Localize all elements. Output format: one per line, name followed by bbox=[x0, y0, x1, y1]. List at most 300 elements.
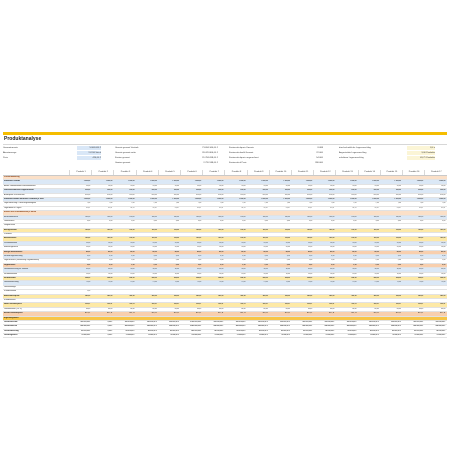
table-cell[interactable] bbox=[180, 299, 202, 302]
table-cell[interactable]: 5,50 bbox=[353, 263, 357, 266]
table-cell[interactable]: 343,50 bbox=[307, 294, 313, 297]
table-cell[interactable] bbox=[136, 224, 158, 227]
table-cell[interactable]: 268.500,00 € bbox=[146, 325, 157, 328]
table-cell[interactable]: 10,00 bbox=[352, 272, 357, 275]
table-cell[interactable]: 51,97 bbox=[441, 206, 446, 209]
table-cell[interactable]: 30,00 bbox=[130, 268, 135, 271]
table-cell[interactable]: 7,00 bbox=[308, 202, 313, 205]
table-cell[interactable]: 350,51 bbox=[129, 303, 135, 306]
table-cell[interactable] bbox=[380, 224, 402, 227]
table-cell[interactable]: 20,00 bbox=[152, 184, 157, 187]
table-cell[interactable] bbox=[247, 299, 269, 302]
table-cell[interactable]: 1.000,00 bbox=[327, 180, 335, 183]
table-cell[interactable]: 183,00 bbox=[218, 237, 224, 240]
table-cell[interactable]: 75.000,00 € bbox=[392, 334, 401, 337]
table-cell[interactable]: 82.010,00 € bbox=[125, 329, 135, 332]
table-cell[interactable] bbox=[202, 286, 224, 289]
table-cell[interactable]: 180,00 bbox=[107, 215, 113, 218]
summary-value-cell[interactable]: 8,4 x bbox=[407, 146, 435, 150]
table-cell[interactable] bbox=[158, 290, 180, 293]
table-cell[interactable]: 250,00 bbox=[262, 189, 268, 192]
table-cell[interactable]: 183,00 bbox=[284, 228, 290, 231]
table-cell[interactable]: 3,00 bbox=[86, 219, 91, 222]
table-cell[interactable]: 20,00 bbox=[219, 184, 224, 187]
table-cell[interactable]: 180,00 bbox=[173, 215, 179, 218]
table-cell[interactable] bbox=[291, 290, 313, 293]
table-cell[interactable]: 20,00 bbox=[396, 184, 401, 187]
table-cell[interactable]: 183,00 bbox=[284, 237, 290, 240]
table-cell[interactable]: 3,00 bbox=[442, 219, 446, 222]
table-cell[interactable]: 1.000,00 bbox=[416, 180, 424, 183]
table-cell[interactable]: 30,00 bbox=[396, 268, 401, 271]
table-cell[interactable]: 5,50 bbox=[197, 263, 202, 266]
summary-value-cell[interactable]: 49,71 Produkte bbox=[407, 156, 435, 160]
table-cell[interactable]: 40,00 bbox=[396, 250, 401, 253]
table-cell[interactable]: 0,00 € bbox=[107, 320, 113, 323]
table-cell[interactable]: 75.000,00 € bbox=[147, 334, 157, 337]
table-cell[interactable]: 183,00 bbox=[440, 237, 446, 240]
table-cell[interactable]: 40,00 bbox=[307, 250, 313, 253]
table-cell[interactable]: 40,00 bbox=[330, 250, 335, 253]
table-cell[interactable]: 350,51 bbox=[240, 303, 246, 306]
table-cell[interactable]: 417,11 bbox=[440, 312, 446, 315]
table-cell[interactable]: 2,00 bbox=[86, 259, 91, 262]
column-header[interactable]: Produkt 16 bbox=[402, 170, 425, 175]
table-cell[interactable]: 268,50 bbox=[262, 276, 268, 279]
table-cell[interactable]: 1.000,00 bbox=[83, 197, 91, 200]
table-cell[interactable]: 1.000,00 bbox=[128, 180, 135, 183]
table-cell[interactable]: 66,60 bbox=[307, 307, 313, 310]
table-cell[interactable]: 420,00 bbox=[307, 193, 313, 196]
table-cell[interactable]: 20,00 bbox=[285, 241, 290, 244]
table-cell[interactable]: 20,00 bbox=[396, 246, 401, 249]
table-cell[interactable]: 20,00 bbox=[219, 241, 224, 244]
table-cell[interactable]: 1.000,00 bbox=[194, 197, 202, 200]
table-cell[interactable]: 183,00 bbox=[240, 228, 246, 231]
table-cell[interactable]: 7,00 bbox=[286, 202, 290, 205]
table-cell[interactable]: 183,00 bbox=[351, 237, 357, 240]
summary-value-cell[interactable]: 420,00 € bbox=[77, 156, 101, 160]
table-cell[interactable]: 183,00 bbox=[173, 228, 179, 231]
table-cell[interactable]: 75,00 bbox=[441, 281, 446, 284]
table-cell[interactable]: 180,00 bbox=[284, 215, 290, 218]
table-cell[interactable]: 250,00 bbox=[418, 189, 424, 192]
table-cell[interactable]: 66,60 bbox=[130, 307, 135, 310]
table-cell[interactable]: 350.510,00 € bbox=[368, 320, 379, 323]
table-cell[interactable]: 1.000,00 bbox=[305, 197, 313, 200]
table-cell[interactable]: 417,11 bbox=[218, 312, 224, 315]
table-cell[interactable]: 268.500,00 € bbox=[368, 325, 379, 328]
table-cell[interactable] bbox=[136, 290, 158, 293]
table-cell[interactable] bbox=[313, 290, 335, 293]
table-cell[interactable]: 51,97 bbox=[174, 206, 179, 209]
table-cell[interactable]: 417,11 bbox=[85, 312, 91, 315]
table-cell[interactable]: 343,50 bbox=[107, 294, 113, 297]
table-cell[interactable] bbox=[224, 299, 246, 302]
table-cell[interactable]: 75.000,00 € bbox=[81, 334, 91, 337]
table-cell[interactable]: 183,00 bbox=[373, 228, 379, 231]
column-header[interactable]: Produkt 5 bbox=[158, 170, 181, 175]
table-cell[interactable] bbox=[424, 286, 446, 289]
table-cell[interactable]: 51,97 bbox=[263, 206, 268, 209]
column-header[interactable]: Produkt 4 bbox=[136, 170, 159, 175]
table-cell[interactable]: 417,11 bbox=[107, 312, 113, 315]
table-cell[interactable]: 268.500,00 € bbox=[280, 325, 290, 328]
table-cell[interactable]: 3,00 bbox=[197, 219, 202, 222]
table-cell[interactable]: 20,00 bbox=[130, 184, 135, 187]
table-cell[interactable]: 7,00 bbox=[353, 202, 357, 205]
table-cell[interactable]: 2,00 bbox=[242, 259, 246, 262]
table-cell[interactable]: 82.010,00 € bbox=[414, 329, 424, 332]
table-cell[interactable]: 1.000,00 bbox=[194, 180, 202, 183]
table-cell[interactable]: 3,00 bbox=[286, 219, 290, 222]
table-cell[interactable]: 343,50 bbox=[440, 294, 446, 297]
table-cell[interactable]: 3,00 bbox=[419, 219, 424, 222]
table-cell[interactable]: 343,50 bbox=[329, 294, 335, 297]
table-cell[interactable]: 1.000,00 bbox=[283, 180, 290, 183]
table-cell[interactable]: 20,00 bbox=[441, 184, 446, 187]
table-cell[interactable]: 350.510,00 € bbox=[280, 320, 290, 323]
table-cell[interactable]: 268.500,00 € bbox=[346, 325, 357, 328]
table-cell[interactable]: 3,00 bbox=[353, 219, 357, 222]
table-cell[interactable]: 343,50 bbox=[129, 294, 135, 297]
table-cell[interactable]: 420,00 bbox=[329, 193, 335, 196]
summary-value-cell[interactable]: 5.000.000 € bbox=[77, 146, 101, 150]
table-cell[interactable]: 268,50 bbox=[240, 276, 246, 279]
table-cell[interactable]: 1.000,00 bbox=[150, 197, 157, 200]
table-cell[interactable] bbox=[202, 299, 224, 302]
table-cell[interactable] bbox=[380, 233, 402, 236]
table-cell[interactable]: 66,60 bbox=[174, 307, 179, 310]
table-cell[interactable]: 180,00 bbox=[196, 215, 202, 218]
table-cell[interactable]: 350,51 bbox=[373, 303, 379, 306]
table-cell[interactable]: 417,11 bbox=[240, 312, 246, 315]
table-cell[interactable]: 30,00 bbox=[241, 268, 246, 271]
table-cell[interactable]: 5,50 bbox=[242, 263, 246, 266]
table-cell[interactable]: 3,50 bbox=[197, 255, 202, 258]
table-cell[interactable]: 7,00 bbox=[175, 202, 179, 205]
table-cell[interactable] bbox=[91, 233, 113, 236]
table-cell[interactable] bbox=[335, 224, 357, 227]
table-cell[interactable]: 183,00 bbox=[262, 237, 268, 240]
table-cell[interactable]: 268,50 bbox=[85, 276, 91, 279]
table-cell[interactable]: 3,50 bbox=[220, 255, 224, 258]
table-cell[interactable]: 268.500,00 € bbox=[413, 325, 424, 328]
table-cell[interactable]: 180,00 bbox=[373, 215, 379, 218]
table-cell[interactable]: 250,00 bbox=[373, 189, 379, 192]
table-cell[interactable] bbox=[269, 233, 291, 236]
table-cell[interactable]: 5,50 bbox=[264, 263, 268, 266]
table-cell[interactable] bbox=[358, 224, 380, 227]
table-cell[interactable]: 20,00 bbox=[108, 246, 113, 249]
table-cell[interactable]: 7,00 bbox=[220, 202, 224, 205]
table-cell[interactable] bbox=[113, 299, 135, 302]
table-cell[interactable]: 51,97 bbox=[396, 206, 401, 209]
table-cell[interactable]: 51,97 bbox=[330, 206, 335, 209]
table-cell[interactable]: 82.010,00 € bbox=[369, 329, 379, 332]
table-cell[interactable]: 417,11 bbox=[129, 312, 135, 315]
table-cell[interactable]: 350,51 bbox=[151, 303, 157, 306]
table-cell[interactable]: 5,50 bbox=[419, 263, 424, 266]
table-cell[interactable]: 3,50 bbox=[353, 255, 357, 258]
table-cell[interactable]: 180,00 bbox=[85, 215, 91, 218]
table-cell[interactable]: 66,60 bbox=[152, 307, 157, 310]
table-cell[interactable]: 343,50 bbox=[240, 294, 246, 297]
table-cell[interactable]: 3,50 bbox=[375, 255, 379, 258]
table-cell[interactable]: 417,11 bbox=[196, 312, 202, 315]
summary-value-cell[interactable]: 8.088 bbox=[295, 146, 323, 150]
table-cell[interactable] bbox=[91, 290, 113, 293]
table-cell[interactable]: 5,50 bbox=[331, 263, 335, 266]
table-cell[interactable]: 350.510,00 € bbox=[146, 320, 157, 323]
table-cell[interactable]: 10,00 bbox=[396, 272, 401, 275]
table-cell[interactable] bbox=[202, 224, 224, 227]
table-cell[interactable]: 350.510,00 € bbox=[391, 320, 401, 323]
table-cell[interactable]: 268,50 bbox=[307, 276, 313, 279]
table-cell[interactable] bbox=[402, 233, 424, 236]
table-cell[interactable]: 51,97 bbox=[196, 206, 202, 209]
table-cell[interactable]: 20,00 bbox=[441, 241, 446, 244]
summary-value-cell[interactable]: 2.720.598,00 € bbox=[188, 161, 218, 165]
table-cell[interactable]: 20,00 bbox=[108, 184, 113, 187]
table-cell[interactable]: 10,00 bbox=[85, 272, 91, 275]
table-cell[interactable]: 420,00 bbox=[151, 193, 157, 196]
table-cell[interactable]: 40,00 bbox=[374, 250, 379, 253]
table-cell[interactable]: 66,60 bbox=[396, 307, 401, 310]
table-cell[interactable]: 2,00 bbox=[442, 259, 446, 262]
table-cell[interactable]: 2,00 bbox=[286, 259, 290, 262]
table-cell[interactable]: 5,50 bbox=[109, 263, 113, 266]
table-cell[interactable]: 20,00 bbox=[418, 246, 424, 249]
table-cell[interactable]: 250,00 bbox=[129, 189, 135, 192]
column-header[interactable]: Produkt 10 bbox=[269, 170, 292, 175]
table-cell[interactable]: 20,00 bbox=[152, 246, 157, 249]
table-cell[interactable]: 20,00 bbox=[196, 184, 202, 187]
table-cell[interactable]: 75.000,00 € bbox=[414, 334, 424, 337]
table-cell[interactable]: 183,00 bbox=[329, 237, 335, 240]
table-cell[interactable]: 343,50 bbox=[418, 294, 424, 297]
table-cell[interactable]: 40,00 bbox=[130, 250, 135, 253]
table-cell[interactable] bbox=[202, 233, 224, 236]
table-cell[interactable]: 2,00 bbox=[375, 259, 379, 262]
table-cell[interactable]: 183,00 bbox=[395, 228, 401, 231]
table-cell[interactable] bbox=[424, 224, 446, 227]
column-header[interactable]: Produkt 2 bbox=[91, 170, 114, 175]
table-cell[interactable]: 82.010,00 € bbox=[281, 329, 290, 332]
table-cell[interactable]: 5,50 bbox=[220, 263, 224, 266]
table-cell[interactable]: 420,00 bbox=[129, 193, 135, 196]
table-cell[interactable]: 250,00 bbox=[196, 189, 202, 192]
table-cell[interactable]: 350.510,00 € bbox=[124, 320, 135, 323]
table-cell[interactable]: 82.010,00 € bbox=[392, 329, 401, 332]
table-cell[interactable]: 75.000,00 € bbox=[436, 334, 446, 337]
table-cell[interactable]: 75,00 bbox=[307, 281, 313, 284]
table-cell[interactable]: 3,00 bbox=[375, 219, 379, 222]
table-cell[interactable]: 75,00 bbox=[263, 281, 268, 284]
table-cell[interactable]: 20,00 bbox=[396, 241, 401, 244]
table-cell[interactable]: 250,00 bbox=[173, 189, 179, 192]
table-cell[interactable]: 183,00 bbox=[129, 237, 135, 240]
table-cell[interactable]: 250,00 bbox=[151, 189, 157, 192]
table-cell[interactable]: 20,00 bbox=[174, 241, 179, 244]
table-cell[interactable]: 268,50 bbox=[418, 276, 424, 279]
table-cell[interactable]: 268,50 bbox=[173, 276, 179, 279]
table-cell[interactable]: 268.500,00 € bbox=[169, 325, 179, 328]
table-cell[interactable]: 75.000,00 € bbox=[125, 334, 135, 337]
table-cell[interactable]: 0,00 € bbox=[107, 334, 113, 337]
table-cell[interactable]: 66,60 bbox=[85, 307, 91, 310]
table-cell[interactable]: 350,51 bbox=[440, 303, 446, 306]
table-cell[interactable] bbox=[158, 299, 180, 302]
summary-value-cell[interactable]: 286.000 bbox=[295, 161, 323, 165]
table-cell[interactable] bbox=[158, 224, 180, 227]
table-cell[interactable]: 2,00 bbox=[308, 259, 313, 262]
table-cell[interactable] bbox=[424, 299, 446, 302]
table-cell[interactable]: 20,00 bbox=[196, 241, 202, 244]
table-cell[interactable]: 7,00 bbox=[242, 202, 246, 205]
table-cell[interactable] bbox=[202, 290, 224, 293]
table-cell[interactable]: 1.000,00 bbox=[216, 180, 224, 183]
table-cell[interactable]: 417,11 bbox=[151, 312, 157, 315]
table-cell[interactable]: 66,60 bbox=[374, 307, 379, 310]
table-cell[interactable]: 20,00 bbox=[330, 246, 335, 249]
table-cell[interactable]: 350,51 bbox=[418, 303, 424, 306]
table-cell[interactable]: 40,00 bbox=[441, 250, 446, 253]
table-cell[interactable]: 268,50 bbox=[284, 276, 290, 279]
table-cell[interactable]: 183,00 bbox=[440, 228, 446, 231]
table-cell[interactable]: 350.510,00 € bbox=[257, 320, 268, 323]
table-cell[interactable]: 3,50 bbox=[286, 255, 290, 258]
table-cell[interactable]: 20,00 bbox=[241, 246, 246, 249]
table-cell[interactable]: 75.000,00 € bbox=[347, 334, 357, 337]
table-cell[interactable]: 20,00 bbox=[352, 241, 357, 244]
table-cell[interactable]: 268.500,00 € bbox=[213, 325, 224, 328]
table-cell[interactable]: 20,00 bbox=[418, 241, 424, 244]
table-cell[interactable] bbox=[424, 233, 446, 236]
table-cell[interactable]: 350.510,00 € bbox=[213, 320, 224, 323]
table-cell[interactable]: 7,00 bbox=[153, 202, 157, 205]
table-cell[interactable]: 350,51 bbox=[307, 303, 313, 306]
table-cell[interactable]: 30,00 bbox=[441, 268, 446, 271]
table-cell[interactable] bbox=[224, 224, 246, 227]
table-cell[interactable]: 183,00 bbox=[85, 237, 91, 240]
table-cell[interactable] bbox=[136, 233, 158, 236]
table-cell[interactable]: 268.500,00 € bbox=[124, 325, 135, 328]
table-cell[interactable]: 417,11 bbox=[351, 312, 357, 315]
table-cell[interactable]: 350.510,00 € bbox=[346, 320, 357, 323]
table-cell[interactable]: 1.000,00 bbox=[216, 197, 224, 200]
table-cell[interactable]: 180,00 bbox=[395, 215, 401, 218]
table-cell[interactable]: 10,00 bbox=[174, 272, 179, 275]
table-cell[interactable]: 250,00 bbox=[218, 189, 224, 192]
column-header[interactable]: Produkt 11 bbox=[291, 170, 314, 175]
table-cell[interactable]: 3,00 bbox=[331, 219, 335, 222]
column-header[interactable]: Produkt 15 bbox=[380, 170, 403, 175]
table-cell[interactable] bbox=[269, 224, 291, 227]
table-cell[interactable]: 7,00 bbox=[131, 202, 135, 205]
table-cell[interactable]: 350.510,00 € bbox=[435, 320, 446, 323]
table-cell[interactable]: 420,00 bbox=[373, 193, 379, 196]
table-cell[interactable]: 3.350.510,00 € bbox=[189, 320, 202, 323]
table-cell[interactable]: 75,00 bbox=[330, 281, 335, 284]
table-cell[interactable]: 10,00 bbox=[307, 272, 313, 275]
table-cell[interactable]: 250,00 bbox=[307, 189, 313, 192]
table-cell[interactable]: 51,97 bbox=[285, 206, 290, 209]
table-cell[interactable]: 10,00 bbox=[152, 272, 157, 275]
table-cell[interactable]: 66,60 bbox=[330, 307, 335, 310]
table-cell[interactable]: 82.010,00 € bbox=[170, 329, 179, 332]
table-cell[interactable]: 420,00 bbox=[395, 193, 401, 196]
table-cell[interactable]: 417,11 bbox=[373, 312, 379, 315]
table-cell[interactable] bbox=[113, 290, 135, 293]
table-cell[interactable]: 10,00 bbox=[441, 272, 446, 275]
table-cell[interactable]: 183,00 bbox=[418, 228, 424, 231]
table-cell[interactable]: 250,00 bbox=[107, 189, 113, 192]
table-cell[interactable]: 51,97 bbox=[108, 206, 113, 209]
table-cell[interactable]: 1.000,00 bbox=[105, 180, 113, 183]
table-cell[interactable]: 7,00 bbox=[86, 202, 91, 205]
table-cell[interactable] bbox=[69, 299, 91, 302]
table-cell[interactable]: 343,50 bbox=[151, 294, 157, 297]
table-cell[interactable]: 183,00 bbox=[173, 237, 179, 240]
table-cell[interactable]: 75.000,00 € bbox=[170, 334, 179, 337]
table-cell[interactable]: 30,00 bbox=[263, 268, 268, 271]
table-cell[interactable]: 66,60 bbox=[108, 307, 113, 310]
table-cell[interactable]: 7,00 bbox=[397, 202, 401, 205]
table-cell[interactable]: 183,00 bbox=[373, 237, 379, 240]
table-cell[interactable]: 343,50 bbox=[351, 294, 357, 297]
table-cell[interactable] bbox=[291, 224, 313, 227]
table-cell[interactable]: 1.000,00 bbox=[416, 197, 424, 200]
table-cell[interactable]: 82.010,00 € bbox=[347, 329, 357, 332]
table-cell[interactable]: 350.510,00 € bbox=[413, 320, 424, 323]
table-cell[interactable]: 1.000,00 bbox=[372, 197, 379, 200]
table-cell[interactable]: 343,50 bbox=[196, 294, 202, 297]
table-cell[interactable]: 10,00 bbox=[130, 272, 135, 275]
table-cell[interactable]: 51,97 bbox=[374, 206, 379, 209]
table-cell[interactable]: 3,50 bbox=[308, 255, 313, 258]
table-cell[interactable]: 420,00 bbox=[440, 193, 446, 196]
table-cell[interactable]: 20,00 bbox=[108, 241, 113, 244]
table-cell[interactable]: 20,00 bbox=[441, 246, 446, 249]
table-cell[interactable]: 75,00 bbox=[396, 281, 401, 284]
table-cell[interactable]: 20,00 bbox=[418, 184, 424, 187]
table-cell[interactable]: 3,50 bbox=[419, 255, 424, 258]
table-cell[interactable]: 20,00 bbox=[307, 184, 313, 187]
table-cell[interactable]: 1.000,00 bbox=[394, 180, 401, 183]
table-cell[interactable]: 250,00 bbox=[351, 189, 357, 192]
table-cell[interactable]: 420,00 bbox=[196, 193, 202, 196]
table-cell[interactable]: 20,00 bbox=[263, 241, 268, 244]
table-cell[interactable]: 20,00 bbox=[374, 241, 379, 244]
table-cell[interactable]: 350.510,00 € bbox=[235, 320, 246, 323]
column-header[interactable]: Produkt 9 bbox=[247, 170, 270, 175]
table-cell[interactable]: 20,00 bbox=[196, 246, 202, 249]
table-cell[interactable]: 180,00 bbox=[240, 215, 246, 218]
table-cell[interactable]: 1.000,00 bbox=[305, 180, 313, 183]
table-cell[interactable]: 66,60 bbox=[241, 307, 246, 310]
table-cell[interactable] bbox=[402, 290, 424, 293]
table-cell[interactable]: 250,00 bbox=[395, 189, 401, 192]
table-cell[interactable]: 3,50 bbox=[175, 255, 179, 258]
table-cell[interactable]: 75.000,00 € bbox=[236, 334, 246, 337]
table-cell[interactable] bbox=[69, 233, 91, 236]
table-cell[interactable] bbox=[335, 286, 357, 289]
table-cell[interactable] bbox=[313, 233, 335, 236]
table-cell[interactable]: 1.000,00 bbox=[261, 197, 268, 200]
table-cell[interactable]: 180,00 bbox=[440, 215, 446, 218]
table-cell[interactable]: 417,11 bbox=[173, 312, 179, 315]
